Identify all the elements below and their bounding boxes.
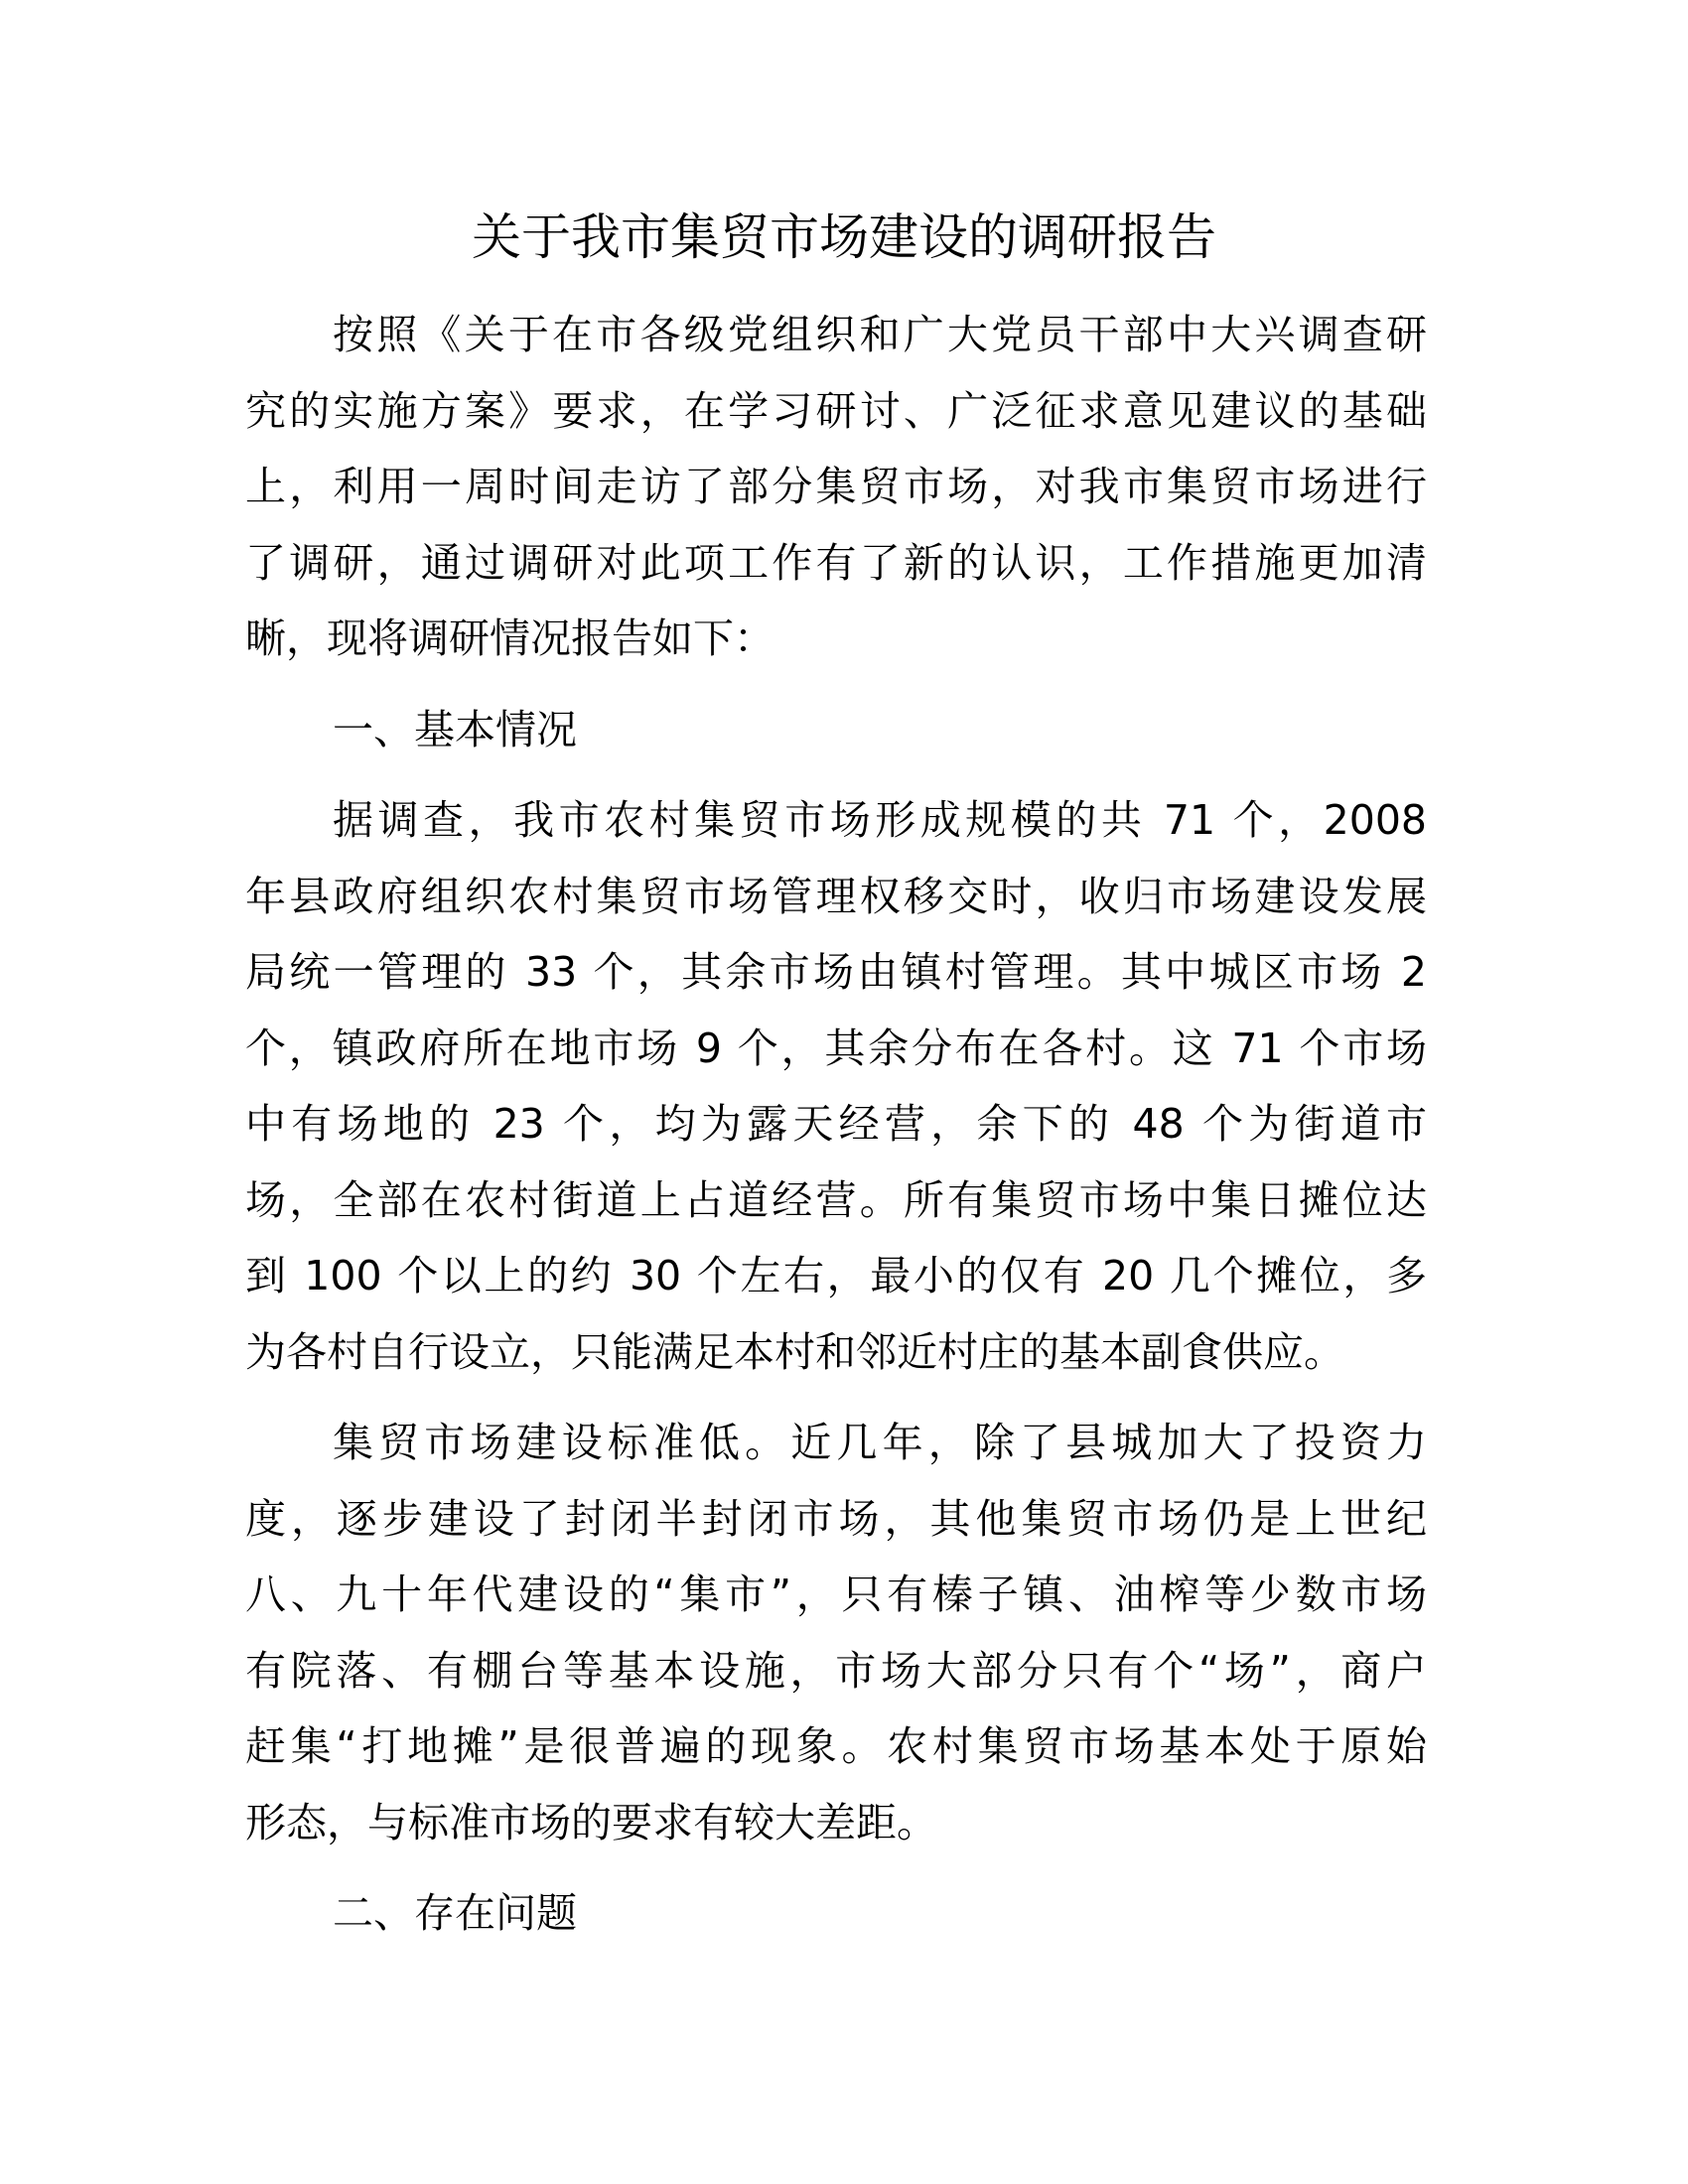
text-line: 度，逐步建设了封闭半封闭市场，其他集贸市场仍是上世纪	[245, 1494, 1427, 1543]
document-title: 关于我市集贸市场建设的调研报告	[472, 208, 1216, 266]
document-body	[245, 297, 1427, 1967]
text-line: 集贸市场建设标准低。近几年，除了县城加大了投资力	[333, 1419, 1427, 1466]
section-heading	[245, 692, 1427, 768]
text-line: 了调研，通过调研对此项工作有了新的认识，工作措施更加清	[245, 538, 1427, 587]
text-line: 场，全部在农村街道上占道经营。所有集贸市场中集日摊位达	[245, 1175, 1427, 1224]
text-line: 赶集“打地摊”是很普遍的现象。农村集贸市场基本处于原始	[245, 1722, 1427, 1770]
text-line: 晰，现将调研情况报告如下：	[245, 614, 774, 662]
paragraph	[245, 1405, 1427, 1860]
section-heading	[245, 1875, 1427, 1952]
text-line: 据调查，我市农村集贸市场形成规模的共 71 个，2008	[333, 796, 1427, 844]
text-line: 按照《关于在市各级党组织和广大党员干部中大兴调查研	[333, 311, 1427, 358]
text-line: 个，镇政府所在地市场 9 个，其余分布在各村。这 71 个市场	[245, 1024, 1427, 1072]
text-line: 一、基本情况	[333, 705, 577, 753]
text-line: 究的实施方案》要求，在学习研讨、广泛征求意见建议的基础	[245, 386, 1427, 435]
text-line: 有院落、有棚台等基本设施，市场大部分只有个“场”，商户	[245, 1646, 1427, 1695]
text-line: 中有场地的 23 个，均为露天经营，余下的 48 个为街道市	[245, 1100, 1427, 1148]
text-line: 到 100 个以上的约 30 个左右，最小的仅有 20 几个摊位，多	[245, 1252, 1427, 1299]
text-line: 二、存在问题	[333, 1889, 577, 1937]
text-line: 上，利用一周时间走访了部分集贸市场，对我市集贸市场进行	[245, 463, 1427, 510]
text-line: 为各村自行设立，只能满足本村和邻近村庄的基本副食供应。	[245, 1327, 1344, 1376]
text-line: 局统一管理的 33 个，其余市场由镇村管理。其中城区市场 2	[245, 948, 1427, 996]
text-line: 年县政府组织农村集贸市场管理权移交时，收归市场建设发展	[245, 872, 1427, 920]
text-line: 八、九十年代建设的“集市”，只有榛子镇、油榨等少数市场	[245, 1570, 1427, 1618]
text-line: 形态，与标准市场的要求有较大差距。	[245, 1798, 937, 1846]
paragraph	[245, 782, 1427, 1390]
paragraph	[245, 297, 1427, 677]
